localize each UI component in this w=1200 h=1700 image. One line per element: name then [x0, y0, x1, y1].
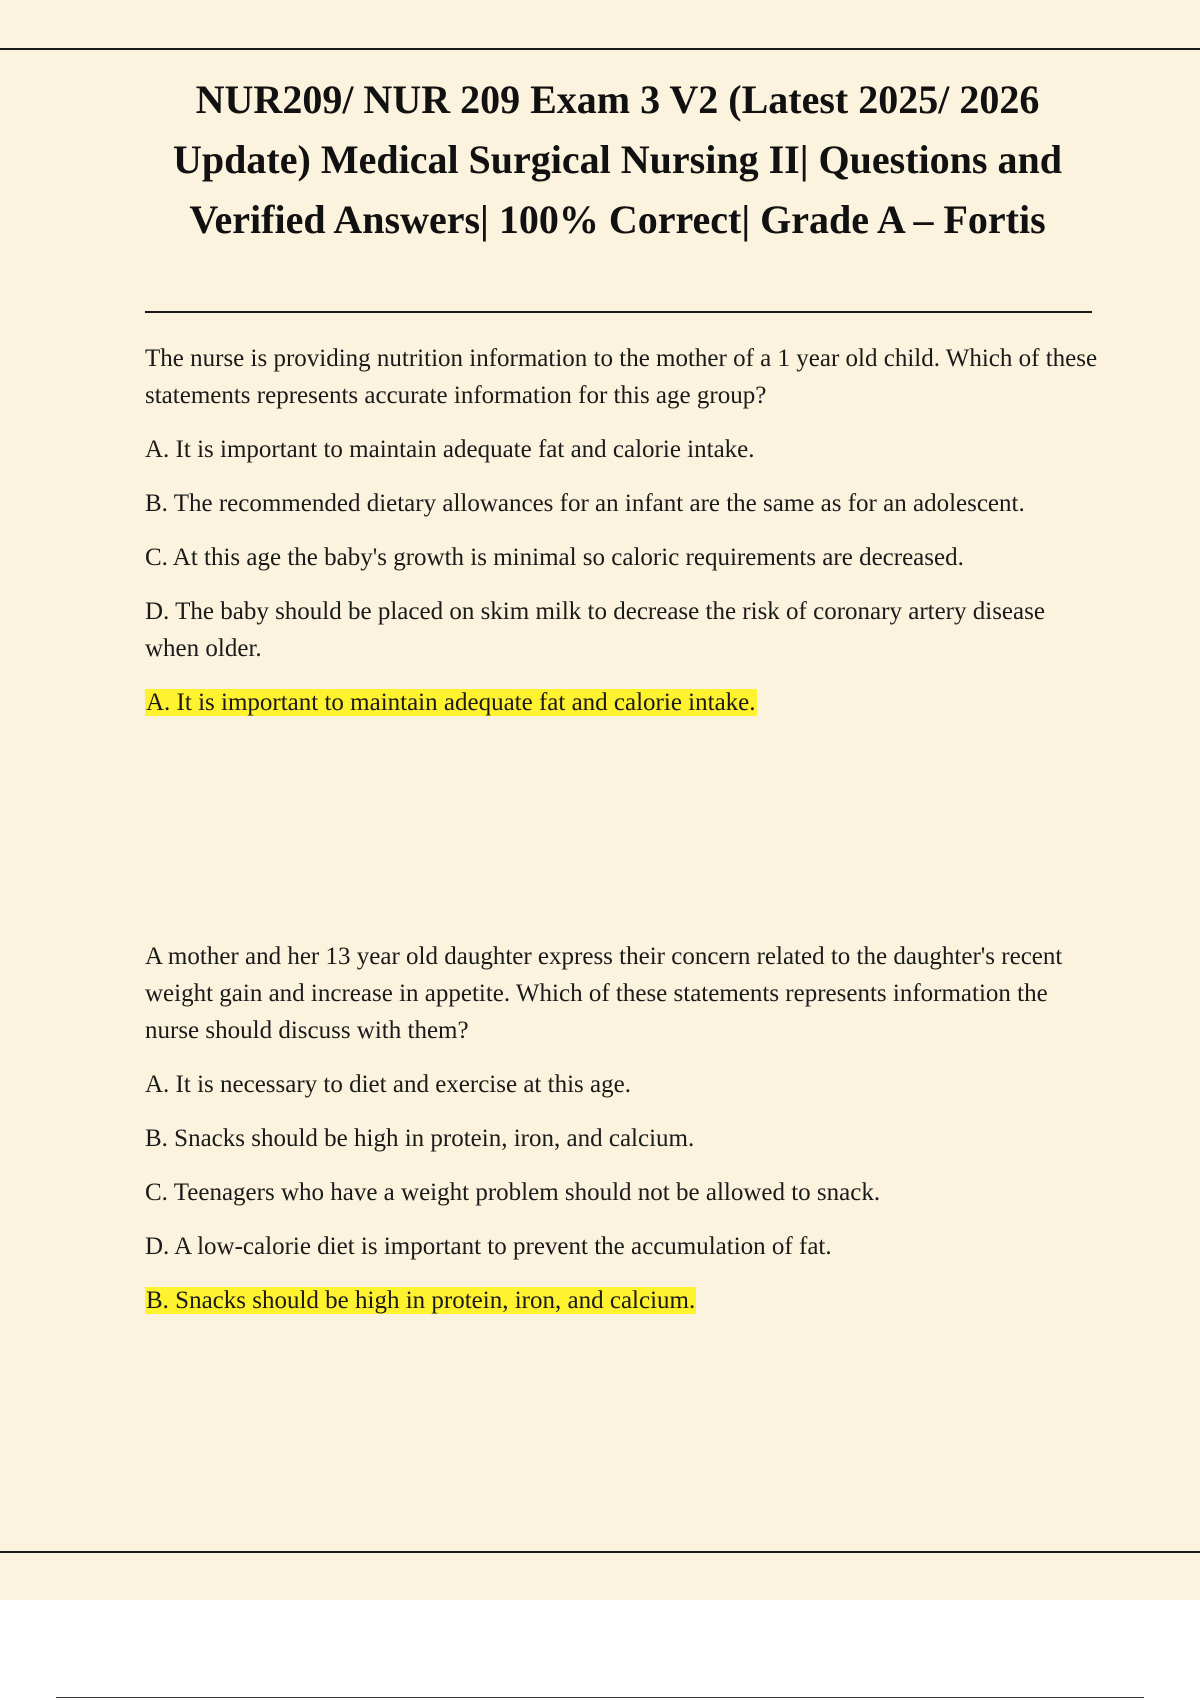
- question-stem: A mother and her 13 year old daughter express their concern related to the daughter's recent weight gain and increase in appetite. Which of these statements represents information the nurse should discuss with them?: [145, 943, 1063, 1044]
- top-rule: [0, 48, 1200, 50]
- option-d: D. The baby should be placed on skim milk to decrease the risk of coronary artery disease when older.: [145, 598, 1045, 662]
- option-d: D. A low-calorie diet is important to prevent the accumulation of fat.: [145, 1233, 832, 1260]
- option-a: A. It is important to maintain adequate fat and calorie intake.: [145, 436, 755, 463]
- document-title: NUR209/ NUR 209 Exam 3 V2 (Latest 2025/ 2026 Update) Medical Surgical Nursing II| Questions and Verified Answers| 100% Correct| Grade A – Fortis: [173, 77, 1062, 242]
- question-stem: The nurse is providing nutrition information to the mother of a 1 year old child. Which of these statements represents accurate information for this age group?: [145, 345, 1098, 409]
- question-block-2: [145, 938, 1105, 1336]
- bottom-rule: [0, 1551, 1200, 1553]
- option-c: C. At this age the baby's growth is minimal so caloric requirements are decreased.: [145, 544, 964, 571]
- question-block-1: [145, 340, 1105, 738]
- option-c: C. Teenagers who have a weight problem should not be allowed to snack.: [145, 1179, 881, 1206]
- title-underline: [145, 311, 1092, 313]
- answer-line: [145, 1282, 1105, 1319]
- option-b: B. Snacks should be high in protein, iron, and calcium.: [145, 1125, 695, 1152]
- option-a: A. It is necessary to diet and exercise at this age.: [145, 1071, 631, 1098]
- highlighted-answer: B. Snacks should be high in protein, iron, and calcium.: [146, 1287, 696, 1314]
- footer-rule: [56, 1697, 1144, 1698]
- highlighted-answer: A. It is important to maintain adequate fat and calorie intake.: [146, 689, 756, 716]
- option-b: B. The recommended dietary allowances for an infant are the same as for an adolescent.: [145, 490, 1025, 517]
- answer-line: [145, 684, 1105, 721]
